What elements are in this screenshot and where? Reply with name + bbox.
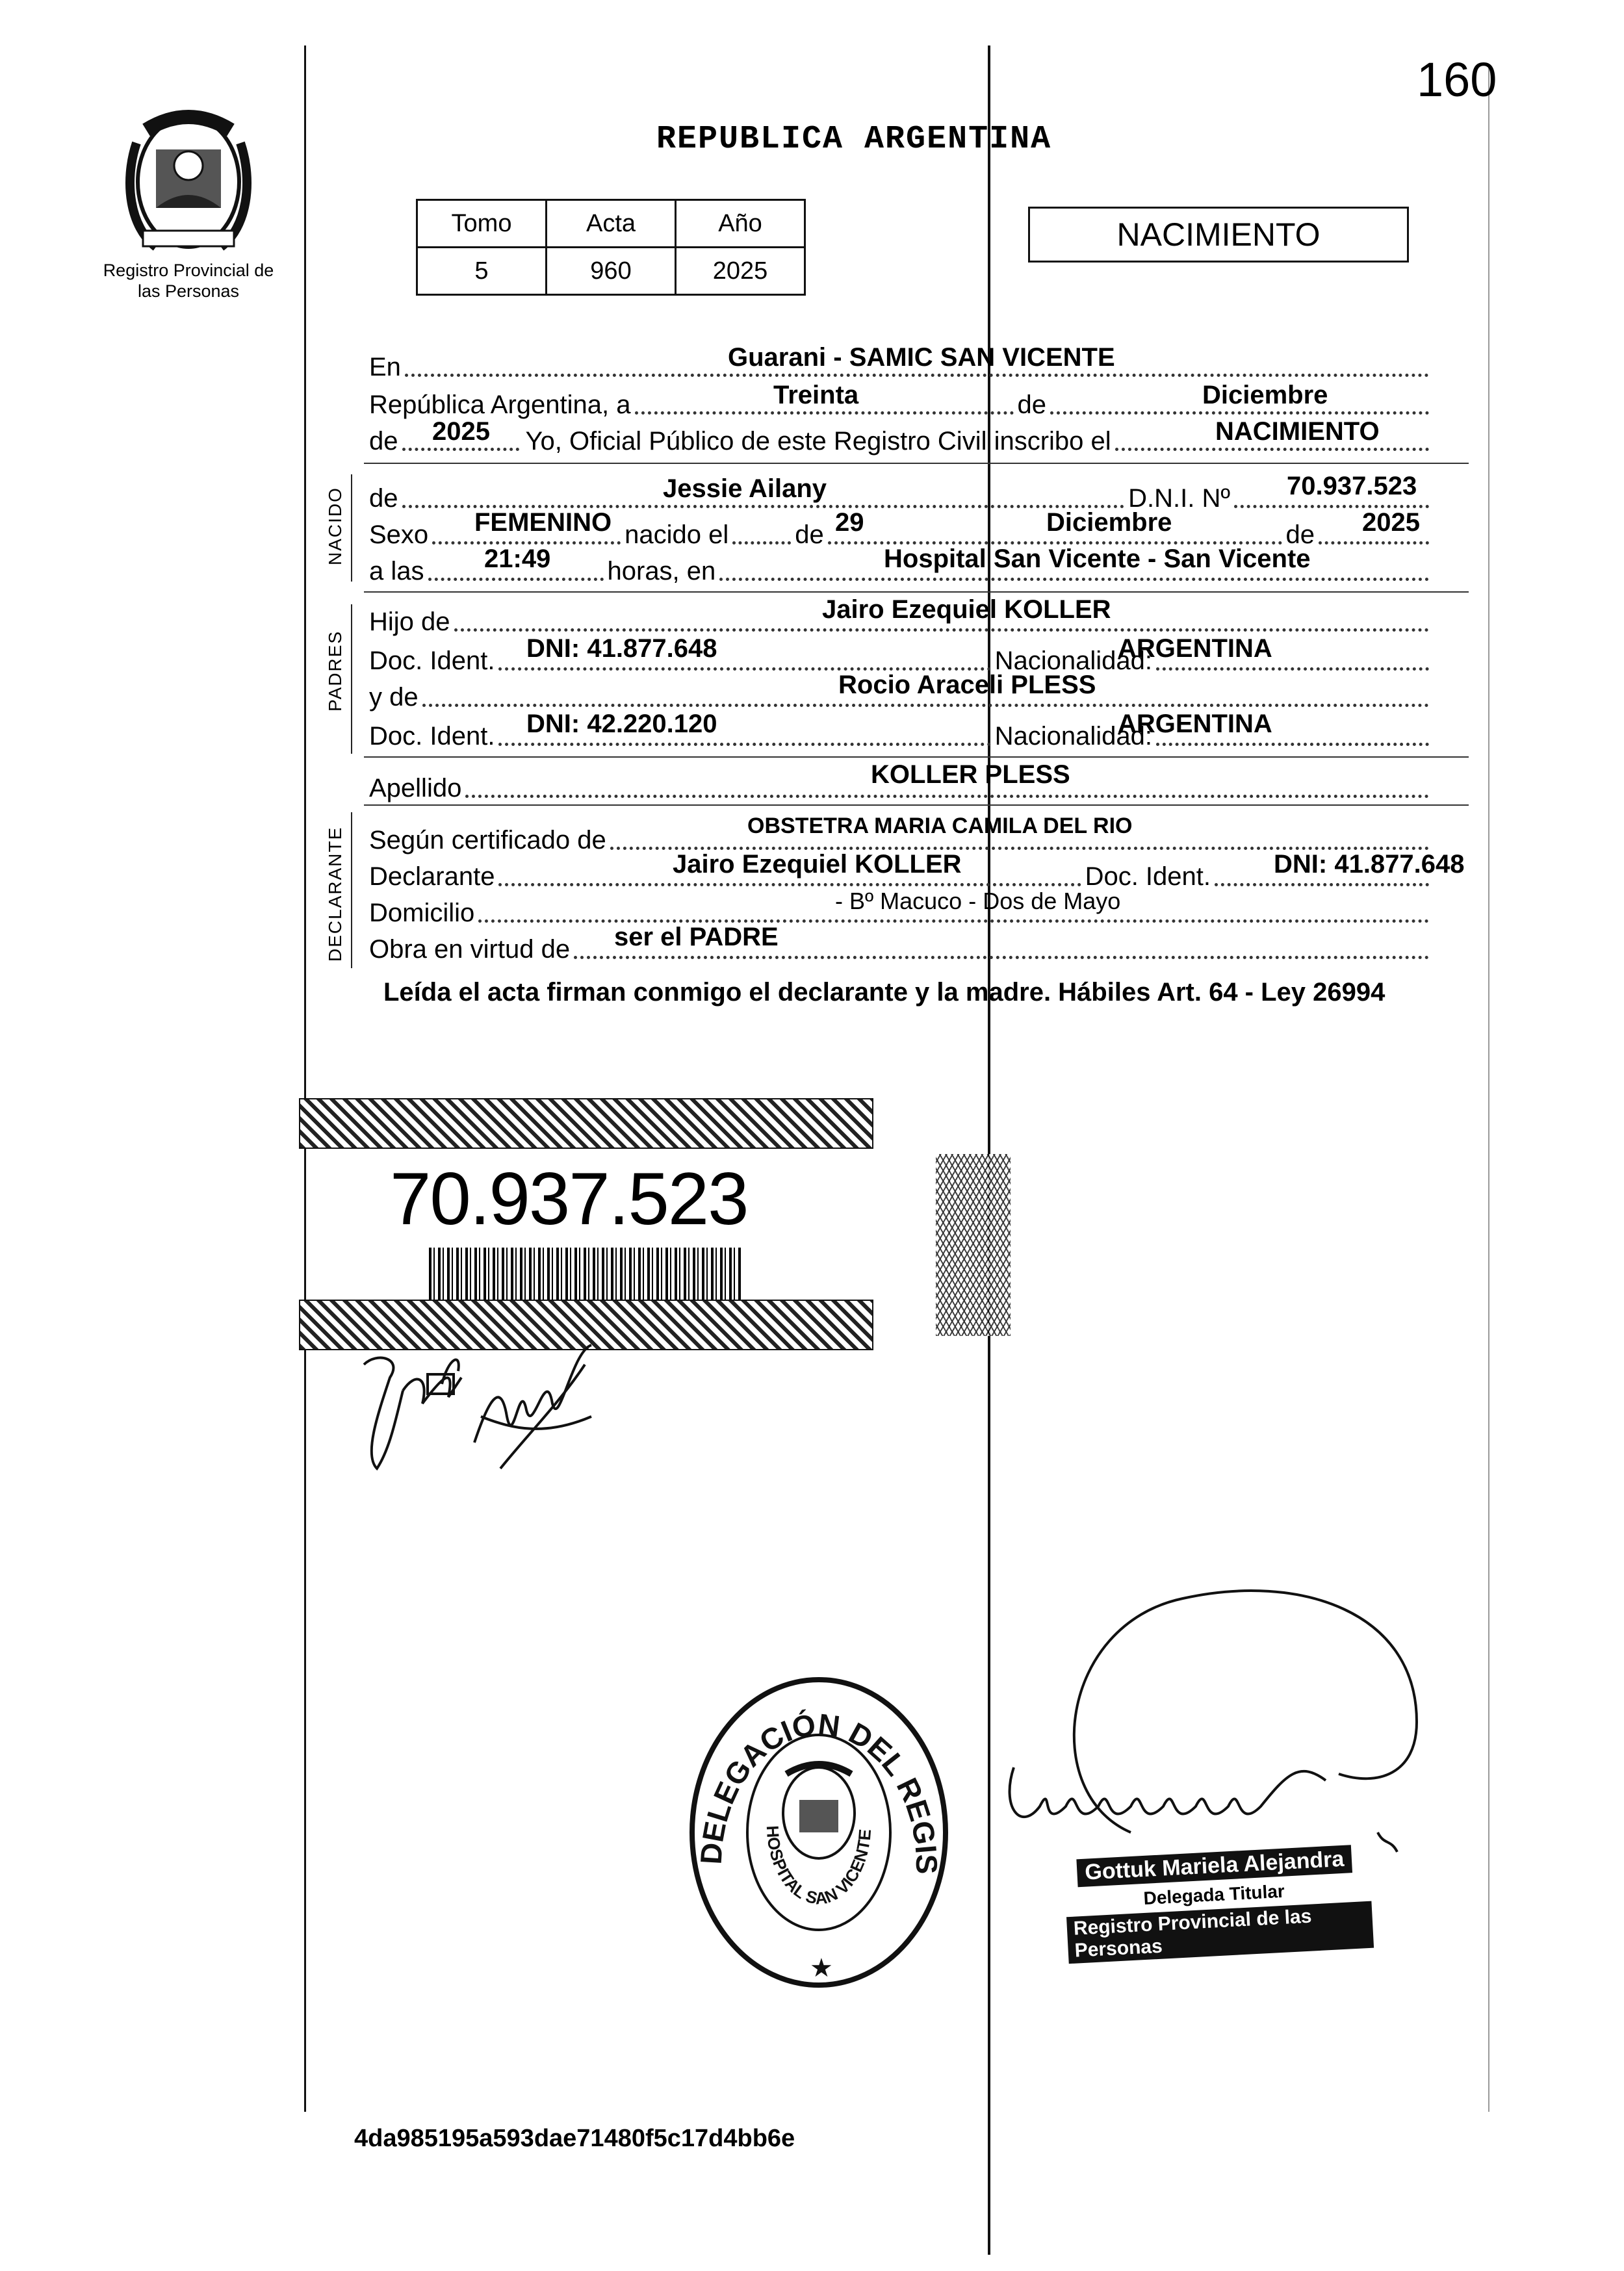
value-domicilio: - Bº Macuco - Dos de Mayo xyxy=(835,888,1121,914)
label-doc-padre: Doc. Ident. xyxy=(369,647,495,675)
acta-value-acta: 960 xyxy=(547,248,676,295)
province-emblem-icon xyxy=(117,104,260,260)
value-day-words: Treinta xyxy=(773,381,859,409)
document-hash: 4da985195a593dae71480f5c17d4bb6e xyxy=(354,2125,795,2152)
record-type-box: NACIMIENTO xyxy=(1028,207,1409,263)
value-certificado: OBSTETRA MARIA CAMILA DEL RIO xyxy=(747,814,1133,838)
value-padre: Jairo Ezequiel KOLLER xyxy=(822,595,1111,624)
right-margin-line xyxy=(1488,65,1489,2112)
acta-value-tomo: 5 xyxy=(417,248,547,295)
label-republica-de: de xyxy=(1017,391,1046,419)
value-doc-madre: DNI: 42.220.120 xyxy=(526,710,717,738)
padres-bracket xyxy=(351,604,352,754)
label-nac-padre: Nacionalidad: xyxy=(994,647,1152,675)
signature-madre xyxy=(461,1339,604,1498)
left-margin-line xyxy=(304,45,306,2112)
seal-emblem-icon xyxy=(783,1764,855,1858)
value-obra: ser el PADRE xyxy=(614,923,779,951)
value-sexo: FEMENINO xyxy=(474,508,612,537)
value-en: Guarani - SAMIC SAN VICENTE xyxy=(728,343,1115,372)
label-en: En xyxy=(369,353,401,381)
side-label-declarante: DECLARANTE xyxy=(325,826,345,962)
value-inscribo: NACIMIENTO xyxy=(1215,417,1380,446)
label-republica: República Argentina, a xyxy=(369,391,631,419)
label-apellido: Apellido xyxy=(369,774,462,802)
acta-value-anio: 2025 xyxy=(676,248,805,295)
acta-table xyxy=(416,199,806,296)
label-nac-madre: Nacionalidad: xyxy=(994,722,1152,751)
official-seal xyxy=(682,1670,955,1998)
security-hologram xyxy=(936,1154,1011,1336)
stamp-office: Registro Provincial de las Personas xyxy=(1066,1901,1374,1964)
seal-outer-text: DELEGACIÓN DEL REGIS xyxy=(693,1707,944,1875)
value-declarante: Jairo Ezequiel KOLLER xyxy=(673,850,962,879)
label-obra: Obra en virtud de xyxy=(369,935,571,964)
dni-sticker-number: 70.937.523 xyxy=(390,1158,748,1240)
value-hora: 21:49 xyxy=(484,545,551,573)
declarante-bracket xyxy=(351,812,352,968)
label-y-de: y de xyxy=(369,683,419,712)
stamp-name: Gottuk Mariela Alejandra xyxy=(1076,1845,1352,1887)
value-birth-day: 29 xyxy=(835,508,864,537)
value-birth-year: 2025 xyxy=(1362,508,1420,537)
label-doc-madre: Doc. Ident. xyxy=(369,722,495,751)
value-madre: Rocio Araceli PLESS xyxy=(838,671,1096,699)
label-declarante: Declarante xyxy=(369,862,495,891)
acta-header-acta: Acta xyxy=(547,200,676,248)
label-hijo-de: Hijo de xyxy=(369,608,450,636)
signature-official xyxy=(962,1559,1456,1901)
document-title: REPUBLICA ARGENTINA xyxy=(656,121,1052,158)
value-nac-padre: ARGENTINA xyxy=(1118,634,1272,663)
label-sexo-de1: de xyxy=(795,520,824,549)
stamp-role: Delegada Titular xyxy=(1142,1880,1285,1909)
acta-header-anio: Año xyxy=(676,200,805,248)
label-a-las: a las xyxy=(369,557,424,585)
page-number: 160 xyxy=(1417,53,1497,107)
label-sexo-de2: de xyxy=(1285,520,1315,549)
value-nac-madre: ARGENTINA xyxy=(1118,710,1272,738)
seal-inner-text: HOSPITAL SAN VICENTE xyxy=(762,1825,875,1908)
official-stamp xyxy=(1063,1844,1373,1962)
value-apellido: KOLLER PLESS xyxy=(871,760,1070,789)
label-horas-en: horas, en xyxy=(607,557,716,585)
label-inscribo-de: de xyxy=(369,427,398,455)
label-certificado: Según certificado de xyxy=(369,826,606,854)
label-nombre-de: de xyxy=(369,484,398,513)
label-doc-declarante: Doc. Ident. xyxy=(1085,862,1211,891)
value-lugar: Hospital San Vicente - San Vicente xyxy=(884,545,1311,573)
value-doc-declarante: DNI: 41.877.648 xyxy=(1274,850,1465,879)
closing-text: Leída el acta firman conmigo el declarante y la madre. Hábiles Art. 64 - Ley 26994 xyxy=(383,978,1386,1007)
side-label-nacido: NACIDO xyxy=(325,487,345,565)
logo-caption: Registro Provincial de las Personas xyxy=(103,261,274,301)
label-domicilio: Domicilio xyxy=(369,899,475,927)
security-band-top xyxy=(299,1098,873,1149)
value-doc-padre: DNI: 41.877.648 xyxy=(526,634,717,663)
value-year: 2025 xyxy=(432,417,490,446)
label-nacido-el: nacido el xyxy=(625,520,729,549)
label-sexo: Sexo xyxy=(369,520,429,549)
seal-star-icon: ★ xyxy=(810,1954,833,1982)
label-dni: D.N.I. Nº xyxy=(1128,484,1230,513)
label-inscribo-text: Yo, Oficial Público de este Registro Civil inscribo el xyxy=(525,427,1111,455)
row-obra xyxy=(369,932,1429,964)
value-dni: 70.937.523 xyxy=(1287,472,1417,500)
nacido-bracket xyxy=(351,474,352,582)
acta-header-tomo: Tomo xyxy=(417,200,547,248)
value-nombre: Jessie Ailany xyxy=(663,474,827,503)
value-month: Diciembre xyxy=(1202,381,1328,409)
value-birth-month: Diciembre xyxy=(1046,508,1172,537)
side-label-padres: PADRES xyxy=(325,630,345,712)
